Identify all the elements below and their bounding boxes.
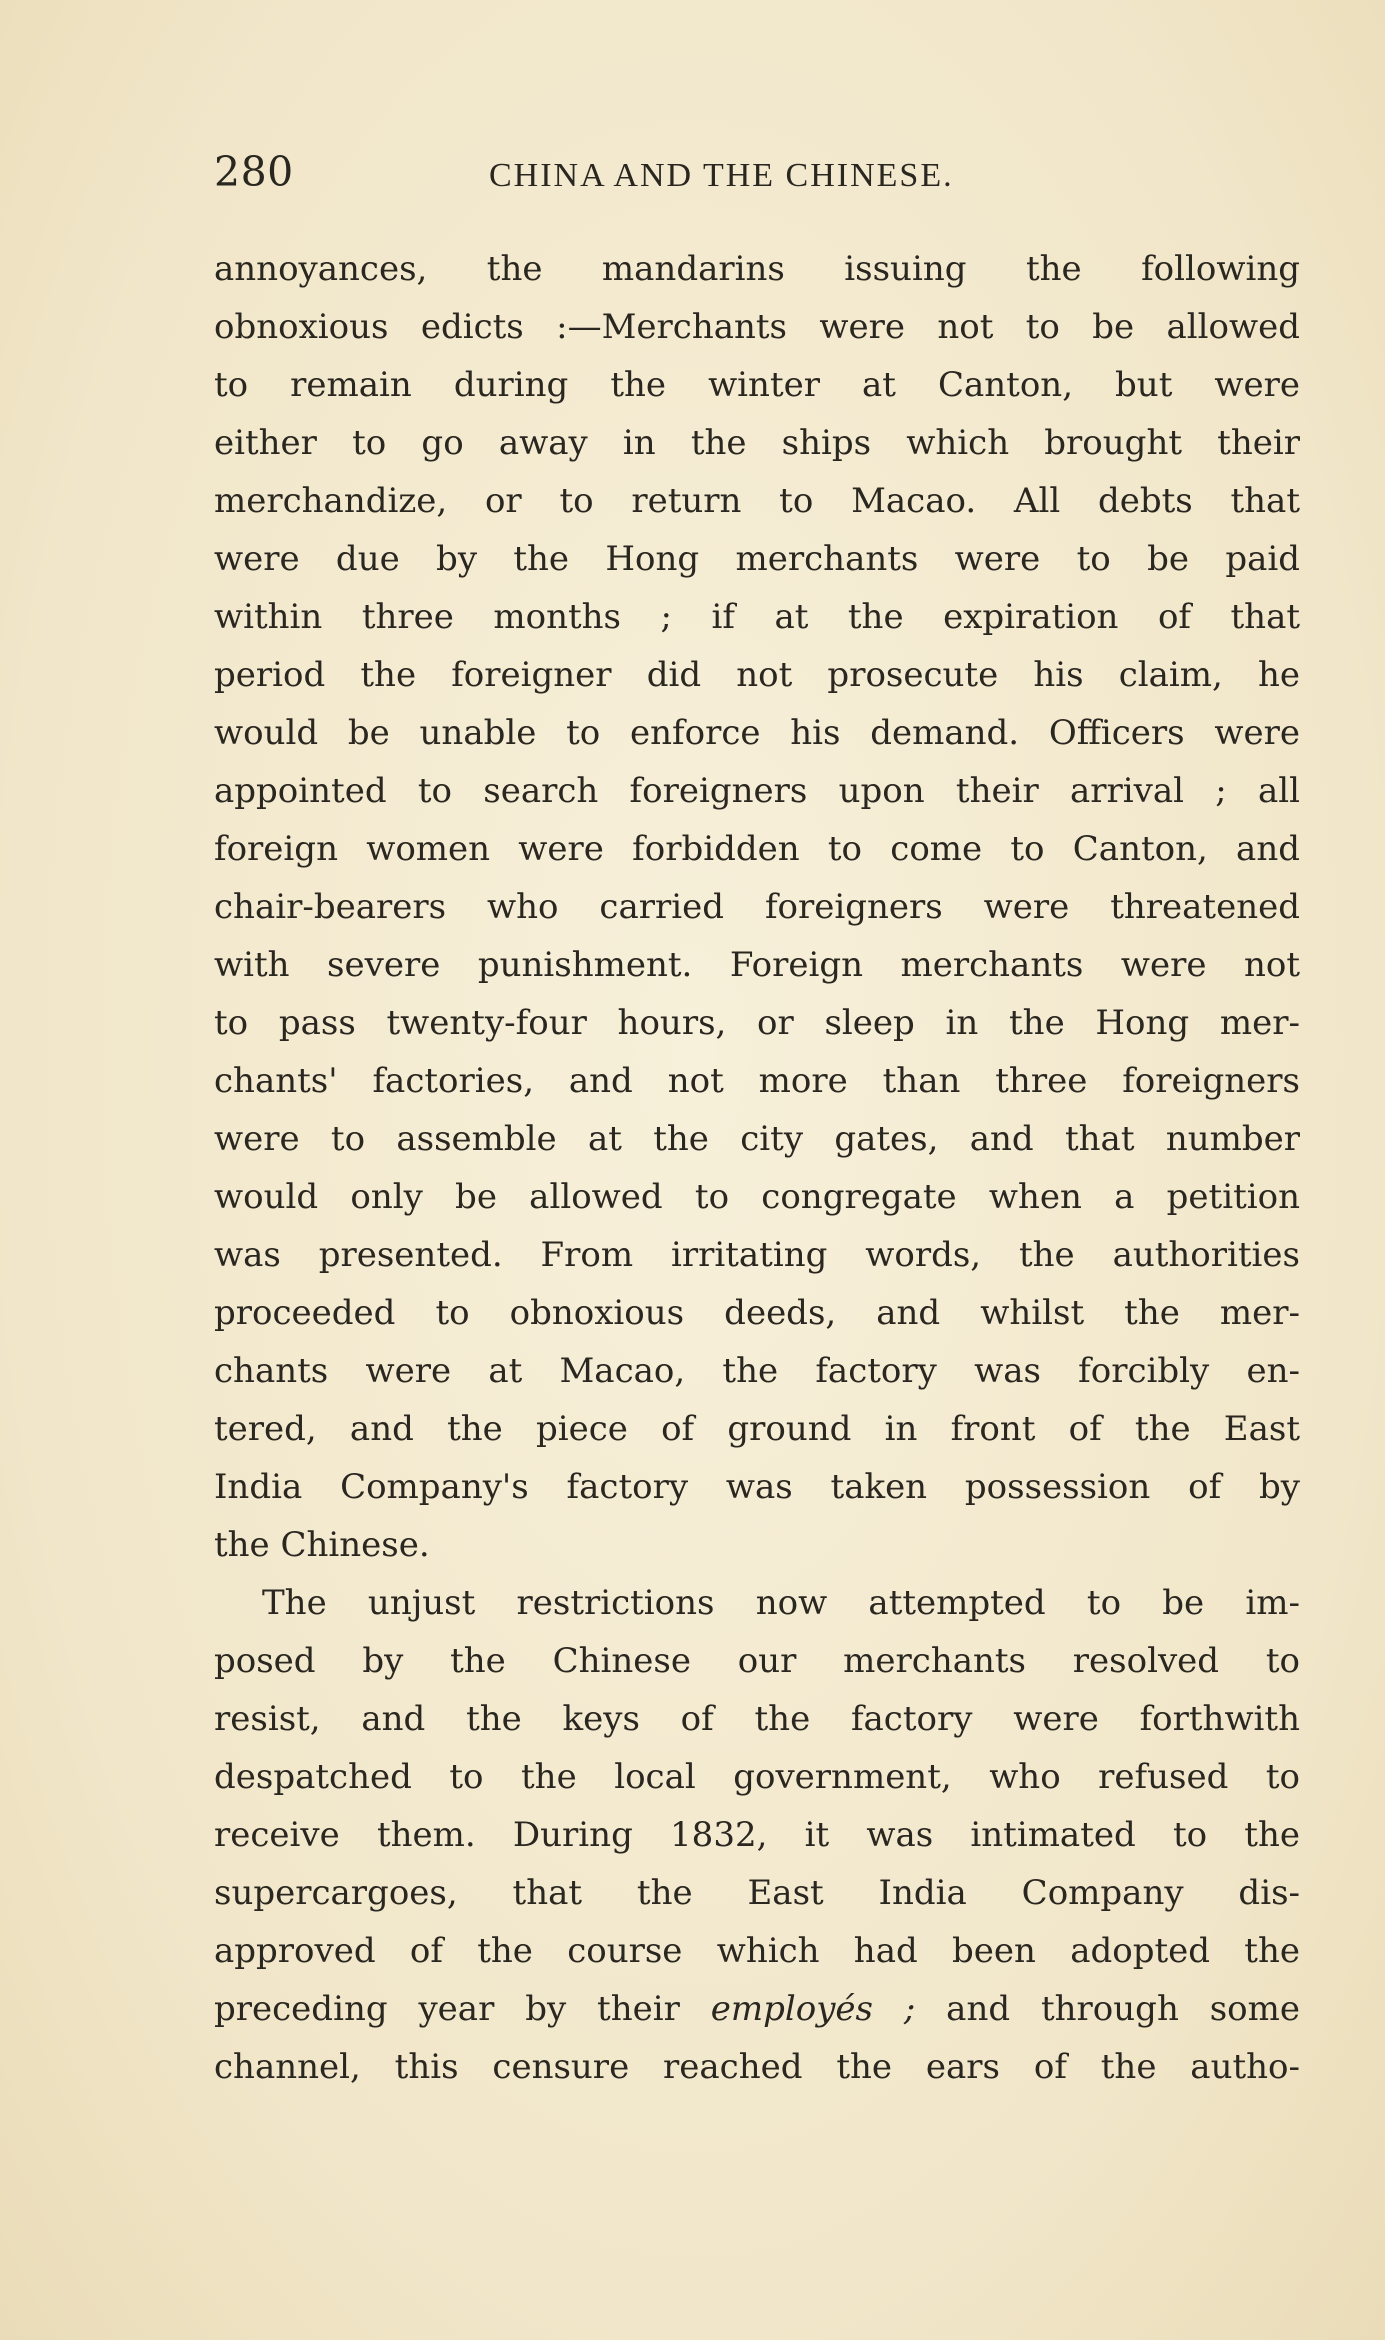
running-head xyxy=(214,142,1044,202)
text-line: would only be allowed to congregate when a petition xyxy=(214,1177,1300,1217)
text-line: posed by the Chinese our merchants resolved to xyxy=(214,1641,1300,1681)
text-line: approved of the course which had been adopted the xyxy=(214,1931,1300,1971)
text-line: annoyances, the mandarins issuing the following xyxy=(214,249,1300,289)
text-line: the Chinese. xyxy=(214,1525,430,1565)
text-line: either to go away in the ships which brought their xyxy=(214,423,1300,463)
text-line: proceeded to obnoxious deeds, and whilst the mer- xyxy=(214,1293,1300,1333)
line-segment: and through some xyxy=(915,1989,1300,2029)
text-line: foreign women were forbidden to come to Canton, and xyxy=(214,829,1300,869)
text-line: appointed to search foreigners upon their arrival ; all xyxy=(214,771,1300,811)
text-line: chants were at Macao, the factory was forcibly en- xyxy=(214,1351,1300,1391)
text-line: supercargoes, that the East India Company dis- xyxy=(214,1873,1300,1913)
text-line: within three months ; if at the expiration of that xyxy=(214,597,1300,637)
paragraph-2 xyxy=(214,1574,1300,2096)
line-segment: preceding year by their xyxy=(214,1989,711,2029)
page-number: 280 xyxy=(214,148,294,196)
text-line: were due by the Hong merchants were to be paid xyxy=(214,539,1300,579)
text-line: tered, and the piece of ground in front of the East xyxy=(214,1409,1300,1449)
text-line: resist, and the keys of the factory were forthwith xyxy=(214,1699,1300,1739)
text-line: would be unable to enforce his demand. Officers were xyxy=(214,713,1300,753)
text-line: obnoxious edicts :—Merchants were not to be allowed xyxy=(214,307,1300,347)
text-line: to pass twenty-four hours, or sleep in the Hong mer- xyxy=(214,1003,1300,1043)
text-line: period the foreigner did not prosecute his claim, he xyxy=(214,655,1300,695)
italic-word-employes: employés ; xyxy=(710,1989,916,2029)
running-title: CHINA AND THE CHINESE. xyxy=(489,157,954,194)
text-line: to remain during the winter at Canton, but were xyxy=(214,365,1300,405)
text-line: chants' factories, and not more than three foreigners xyxy=(214,1061,1300,1101)
text-line: channel, this censure reached the ears of the autho- xyxy=(214,2047,1300,2087)
paragraph-1 xyxy=(214,240,1300,1574)
text-line: merchandize, or to return to Macao. All debts that xyxy=(214,481,1300,521)
text-line: despatched to the local government, who refused to xyxy=(214,1757,1300,1797)
body-text xyxy=(214,240,1300,2096)
text-line-with-italic xyxy=(214,1980,1300,2038)
text-line: The unjust restrictions now attempted to be im- xyxy=(262,1583,1300,1623)
text-line: chair-bearers who carried foreigners were threatened xyxy=(214,887,1300,927)
text-line: were to assemble at the city gates, and that number xyxy=(214,1119,1300,1159)
text-line: was presented. From irritating words, the authorities xyxy=(214,1235,1300,1275)
text-line: with severe punishment. Foreign merchants were not xyxy=(214,945,1300,985)
text-line: India Company's factory was taken possession of by xyxy=(214,1467,1300,1507)
text-line: receive them. During 1832, it was intimated to the xyxy=(214,1815,1300,1855)
